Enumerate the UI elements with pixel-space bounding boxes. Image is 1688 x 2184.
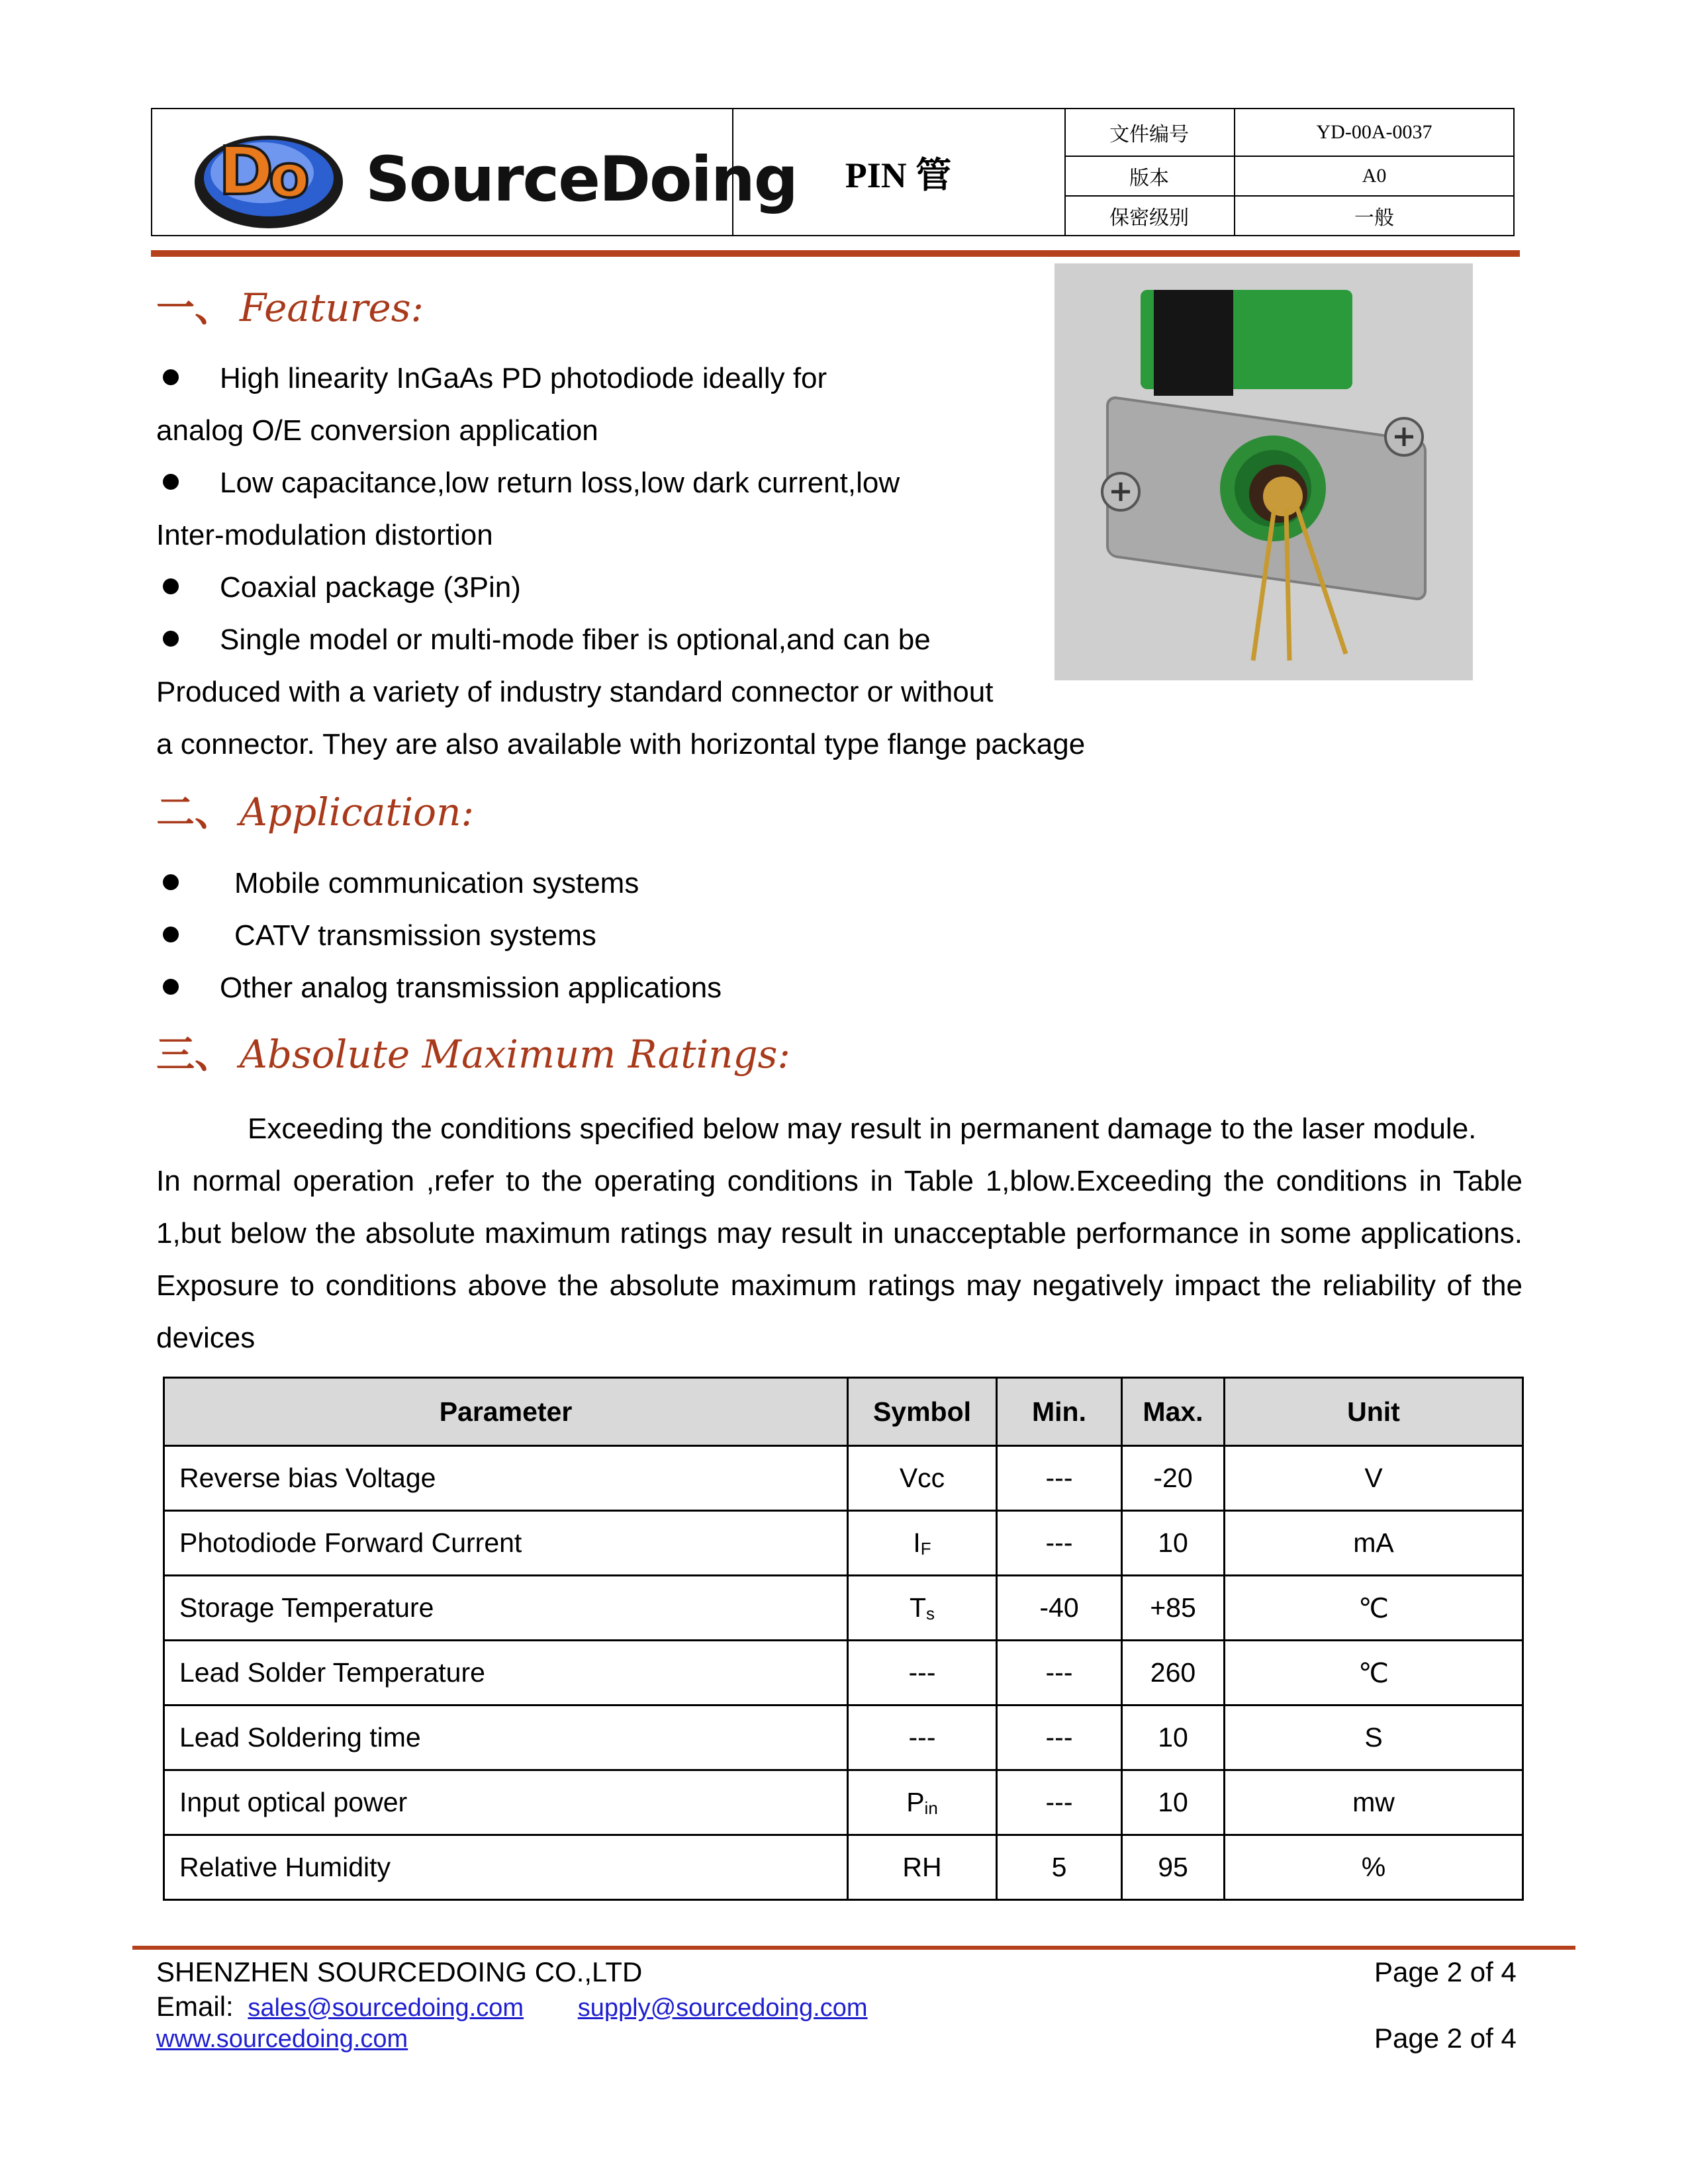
- max-cell: -20: [1122, 1446, 1225, 1511]
- footer-rule: [132, 1946, 1575, 1950]
- meta-key: 版本: [1064, 157, 1235, 195]
- column-header: Max.: [1122, 1378, 1225, 1446]
- bullet-icon: [163, 578, 179, 594]
- table-row: [164, 1770, 1523, 1835]
- ratings-table: [163, 1377, 1524, 1901]
- max-cell: 10: [1122, 1706, 1225, 1770]
- list-item: [156, 857, 722, 909]
- list-item: [156, 457, 1085, 509]
- max-cell: +85: [1122, 1576, 1225, 1641]
- symbol-cell: RH: [848, 1835, 997, 1900]
- sourcedoing-logo-icon: [184, 116, 363, 232]
- footer-page-number-bottom: Page 2 of 4: [1374, 2023, 1517, 2054]
- unit-cell: ℃: [1225, 1641, 1523, 1706]
- list-item: [156, 561, 1085, 614]
- footer-company: SHENZHEN SOURCEDOING CO.,LTD: [156, 1956, 643, 1987]
- meta-value: YD-00A-0037: [1316, 121, 1432, 143]
- header-rule: [151, 250, 1520, 257]
- feature-text: Low capacitance,low return loss,low dark current,low: [220, 467, 900, 499]
- unit-cell: S: [1225, 1706, 1523, 1770]
- bullet-icon: [163, 369, 179, 385]
- application-text: CATV transmission systems: [234, 919, 596, 952]
- table-row: [164, 1511, 1523, 1576]
- list-item: [156, 909, 722, 962]
- feature-text: Single model or multi-mode fiber is optional,and can be: [220, 623, 931, 656]
- features-heading: [156, 277, 424, 332]
- meta-key: 保密级别: [1064, 197, 1235, 235]
- feature-text: High linearity InGaAs PD photodiode ideally for: [220, 362, 827, 394]
- section-title: Features:: [240, 285, 424, 330]
- param-cell: Input optical power: [164, 1770, 848, 1835]
- feature-text: a connector. They are also available with horizontal type flange package: [156, 728, 1086, 760]
- document-meta-table: [1064, 109, 1513, 235]
- paragraph-first-line: Exceeding the conditions specified below may result in permanent damage to the laser module.: [248, 1113, 1477, 1145]
- section-number: 一、: [156, 285, 234, 330]
- section-number: 二、: [156, 790, 234, 835]
- min-cell: -40: [997, 1576, 1122, 1641]
- section-title: Absolute Maximum Ratings:: [240, 1032, 790, 1077]
- website-link[interactable]: www.sourcedoing.com: [156, 2025, 408, 2053]
- unit-cell: ℃: [1225, 1576, 1523, 1641]
- meta-row: [1064, 109, 1513, 157]
- document-title: PIN 管: [732, 109, 1066, 235]
- bullet-icon: [163, 631, 179, 647]
- unit-cell: V: [1225, 1446, 1523, 1511]
- unit-cell: mA: [1225, 1511, 1523, 1576]
- application-heading: [156, 781, 474, 837]
- symbol-cell: ---: [848, 1706, 997, 1770]
- column-header: Unit: [1225, 1378, 1523, 1446]
- svg-text:D: D: [218, 132, 274, 210]
- bullet-icon: [163, 474, 179, 490]
- logo-wordmark: SourceDoing: [365, 144, 798, 216]
- unit-cell: mw: [1225, 1770, 1523, 1835]
- column-header: Parameter: [164, 1378, 848, 1446]
- email-link-sales[interactable]: sales@sourcedoing.com: [248, 1994, 524, 2022]
- symbol-cell: ---: [848, 1641, 997, 1706]
- max-cell: 95: [1122, 1835, 1225, 1900]
- min-cell: 5: [997, 1835, 1122, 1900]
- symbol-cell: $T_s$: [848, 1576, 997, 1641]
- symbol-cell: $P_{in}$: [848, 1770, 997, 1835]
- meta-value: 一般: [1354, 207, 1394, 229]
- min-cell: ---: [997, 1770, 1122, 1835]
- min-cell: ---: [997, 1706, 1122, 1770]
- feature-text: Inter-modulation distortion: [156, 519, 493, 551]
- product-photo: [1055, 263, 1473, 680]
- param-cell: Storage Temperature: [164, 1576, 848, 1641]
- table-row: [164, 1835, 1523, 1900]
- table-row: [164, 1641, 1523, 1706]
- document-header: [151, 108, 1515, 236]
- application-list: [156, 857, 722, 1014]
- ratings-paragraph: [156, 1103, 1523, 1364]
- max-cell: 10: [1122, 1770, 1225, 1835]
- table-header-row: [164, 1378, 1523, 1446]
- list-item: [156, 614, 1085, 666]
- max-cell: 260: [1122, 1641, 1225, 1706]
- max-cell: 10: [1122, 1511, 1225, 1576]
- feature-text: Produced with a variety of industry standard connector or without: [156, 676, 994, 708]
- symbol-cell: $I_F$: [848, 1511, 997, 1576]
- list-item: [156, 352, 1085, 404]
- email-link-supply[interactable]: supply@sourcedoing.com: [577, 1994, 868, 2022]
- meta-key: 文件编号: [1064, 109, 1235, 156]
- symbol-cell: Vcc: [848, 1446, 997, 1511]
- svg-text:o: o: [269, 142, 310, 211]
- column-header: Symbol: [848, 1378, 997, 1446]
- feature-text: analog O/E conversion application: [156, 414, 598, 447]
- meta-row: [1064, 197, 1513, 235]
- list-item: [156, 962, 722, 1014]
- bullet-icon: [163, 874, 179, 890]
- email-label: Email:: [156, 1991, 234, 2022]
- ratings-heading: [156, 1023, 790, 1079]
- min-cell: ---: [997, 1511, 1122, 1576]
- section-number: 三、: [156, 1032, 234, 1077]
- table-row: [164, 1706, 1523, 1770]
- paragraph-body: In normal operation ,refer to the operating conditions in Table 1,blow.Exceeding the conditions in Table 1,but below the absolute maximum ratings may result in unacceptable performance in some applications. Exposure to conditions above the absolute maximum ratings may negatively impact the reliability of the devices: [156, 1165, 1523, 1354]
- table-row: [164, 1446, 1523, 1511]
- param-cell: Reverse bias Voltage: [164, 1446, 848, 1511]
- min-cell: ---: [997, 1641, 1122, 1706]
- param-cell: Relative Humidity: [164, 1835, 848, 1900]
- table-row: [164, 1576, 1523, 1641]
- param-cell: Lead Soldering time: [164, 1706, 848, 1770]
- feature-text: Coaxial package (3Pin): [220, 571, 521, 604]
- param-cell: Photodiode Forward Current: [164, 1511, 848, 1576]
- features-list: [156, 352, 1085, 770]
- logo-cell: [152, 109, 798, 235]
- footer-page-number: Page 2 of 4: [1374, 1956, 1517, 1987]
- section-title: Application:: [240, 790, 474, 835]
- param-cell: Lead Solder Temperature: [164, 1641, 848, 1706]
- meta-value: A0: [1362, 165, 1387, 187]
- bullet-icon: [163, 979, 179, 995]
- footer-email-row: [156, 1991, 868, 2023]
- meta-row: [1064, 157, 1513, 197]
- application-text: Other analog transmission applications: [220, 972, 722, 1004]
- bullet-icon: [163, 927, 179, 942]
- min-cell: ---: [997, 1446, 1122, 1511]
- unit-cell: %: [1225, 1835, 1523, 1900]
- application-text: Mobile communication systems: [234, 867, 639, 899]
- column-header: Min.: [997, 1378, 1122, 1446]
